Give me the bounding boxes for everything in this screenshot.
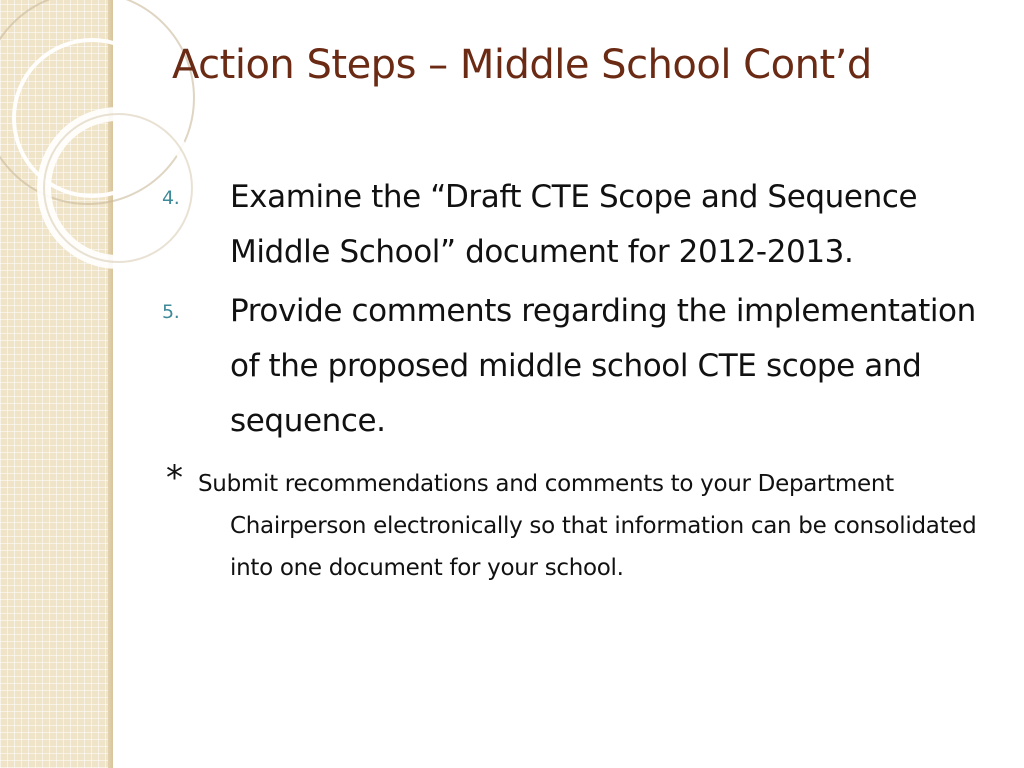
slide-content	[160, 170, 990, 589]
note	[160, 458, 990, 589]
list-item	[160, 170, 990, 280]
list-item-text: Examine the “Draft CTE Scope and Sequence Middle School” document for 2012-2013.	[230, 179, 918, 270]
list-item-number: 4.	[162, 187, 180, 209]
list-item	[160, 284, 990, 449]
slide-title: Action Steps – Middle School Cont’d	[172, 42, 872, 88]
list-item-text: Provide comments regarding the implementation of the proposed middle school CTE scope and sequence.	[230, 293, 976, 439]
note-marker: *	[166, 458, 183, 498]
note-text: Submit recommendations and comments to your Department Chairperson electronically so that information can be consolidated into one document for your school.	[198, 471, 977, 581]
list-item-number: 5.	[162, 301, 180, 323]
